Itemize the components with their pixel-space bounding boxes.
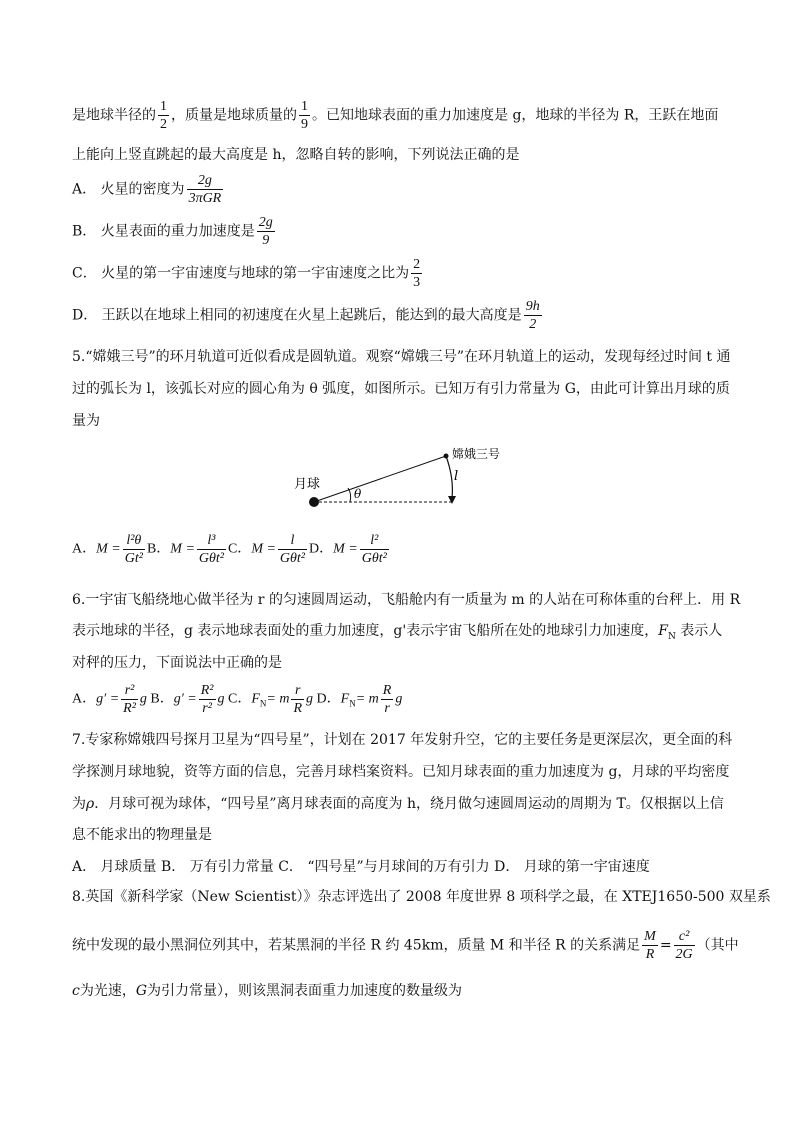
- q6-line-2: 表示地球的半径，g 表示地球表面处的重力加速度，g'表示宇宙飞船所在处的地球引力加速度，$F_N$ 表示人: [72, 623, 723, 642]
- intro-line-2: 上能向上竖直跳起的最大高度是 h，忽略自转的影响，下列说法正确的是: [72, 147, 520, 163]
- fraction-1-9: $\frac{1}{9}$: [301, 99, 308, 132]
- arc-l: [446, 456, 452, 498]
- q5-c-label: C．: [227, 541, 252, 557]
- chang-e-dot: [444, 454, 449, 459]
- q6-line-3: 对秤的压力，下面说法中正确的是: [72, 655, 282, 671]
- q4-option-a: A． 火星的密度为 $\frac{2g}{\text{3πGR}}$: [72, 173, 222, 206]
- q5-options: A．M = $\frac{\text{l²θ}}{\text{Gt²}}$ B．M = $\frac{\text{l³}}{\text{Gθt²}}$ C．M = $\frac{l}{\text{Gθt²}}$ D．M = $\frac{\text{l²}}{\text{Gθt²}}$: [72, 533, 387, 566]
- fraction-1-2: $\frac{1}{2}$: [160, 99, 167, 132]
- intro-text-b: ，质量是地球质量的: [171, 107, 297, 124]
- radius-line-upper: [314, 456, 446, 502]
- q5-b-label: B．: [146, 541, 171, 557]
- q4-c-fraction: $\frac{2}{3}$: [413, 257, 421, 290]
- q6-line-1: 6.一宇宙飞船绕地心做半径为 r 的匀速圆周运动，飞船舱内有一质量为 m 的人站在可称体重的台秤上．用 R: [72, 592, 741, 608]
- intro-line-1: [72, 98, 718, 133]
- intro-text-a: 是地球半径的: [72, 107, 156, 124]
- q5-line-3: 量为: [72, 413, 100, 429]
- q5-a-label: A．: [72, 541, 97, 557]
- q4-option-b: B． 火星表面的重力加速度是 $\frac{2g}{9}$: [72, 215, 273, 248]
- arc-length-label: l: [454, 469, 459, 484]
- q4-a-fraction: $\frac{2g}{\text{3πGR}}$: [188, 173, 222, 206]
- q4-option-d: D． 王跃以在地球上相同的初速度在火星上起跳后，能达到的最大高度是 $\frac{9h}{2}$: [72, 299, 540, 332]
- q8-line-1: 8.英国《新科学家（New Scientist）》杂志评选出了 2008 年度世界 8 项科学之最，在 XTEJ1650-500 双星系: [72, 889, 771, 905]
- q6-options: A．g′ = $\frac{\text{r²}}{\text{R²}}$ g B．g′ = $\frac{\text{R²}}{\text{r²}}$ g C．$F_N= m$ $\frac{r}{R}$ g D．$F_N= m$ $\frac{R}{r}$ g: [72, 683, 403, 716]
- q5-d-label: D．: [309, 541, 334, 557]
- q8-line-3: c为光速，G为引力常量），则该黑洞表面重力加速度的数量级为: [72, 983, 463, 999]
- q7-line-2: 学探测月球地貌，资等方面的信息，完善月球档案资料。已知月球表面的重力加速度为 g，月球的平均密度: [72, 764, 730, 780]
- q7-options: A． 月球质量 B． 万有引力常量 C． “四号星”与月球间的万有引力 D． 月球的第一宇宙速度: [72, 859, 650, 875]
- moon-label: 月球: [294, 477, 321, 492]
- q4-d-fraction: $\frac{9h}{2}$: [525, 299, 540, 332]
- q4-option-c: C． 火星的第一宇宙速度与地球的第一宇宙速度之比为 $\frac{2}{3}$: [72, 257, 421, 290]
- q7-line-1: 7.专家称嫦娥四号探月卫星为“四号星”，计划在 2017 年发射升空，它的主要任务是更深层次，更全面的科: [72, 732, 733, 748]
- chang-e-label: 嫦娥三号: [452, 447, 501, 461]
- theta-label: θ: [354, 487, 362, 501]
- q5-line-1: 5.“嫦娥三号”的环月轨道可近似看成是圆轨道。观察“嫦娥三号”在环月轨道上的运动，发现每经过时间 t 通: [72, 349, 731, 365]
- q7-line-4: 息不能求出的物理量是: [72, 827, 212, 843]
- q5-line-2: 过的弧长为 l，该弧长对应的圆心角为 θ 弧度，如图所示。已知万有引力常量为 G，由此可计算出月球的质: [72, 381, 730, 397]
- moon-orbit-diagram: [280, 440, 520, 520]
- arc-arrow-head: [448, 496, 456, 504]
- intro-text-c: 。已知地球表面的重力加速度是 g，地球的半径为 R，王跃在地面: [312, 107, 719, 124]
- q8-line-2: 统中发现的最小黑洞位列其中，若某黑洞的半径 R 约 45km，质量 M 和半径 R 的关系满足 $\frac{M}{R}$ = $\frac{\text{c²}}{2G}$ （其中: [72, 929, 739, 962]
- q7-line-3: 为ρ．月球可视为球体，“四号星”离月球表面的高度为 h，绕月做匀速圆周运动的周期为 T。仅根据以上信: [72, 796, 724, 812]
- q4-b-fraction: $\frac{2g}{9}$: [258, 215, 273, 248]
